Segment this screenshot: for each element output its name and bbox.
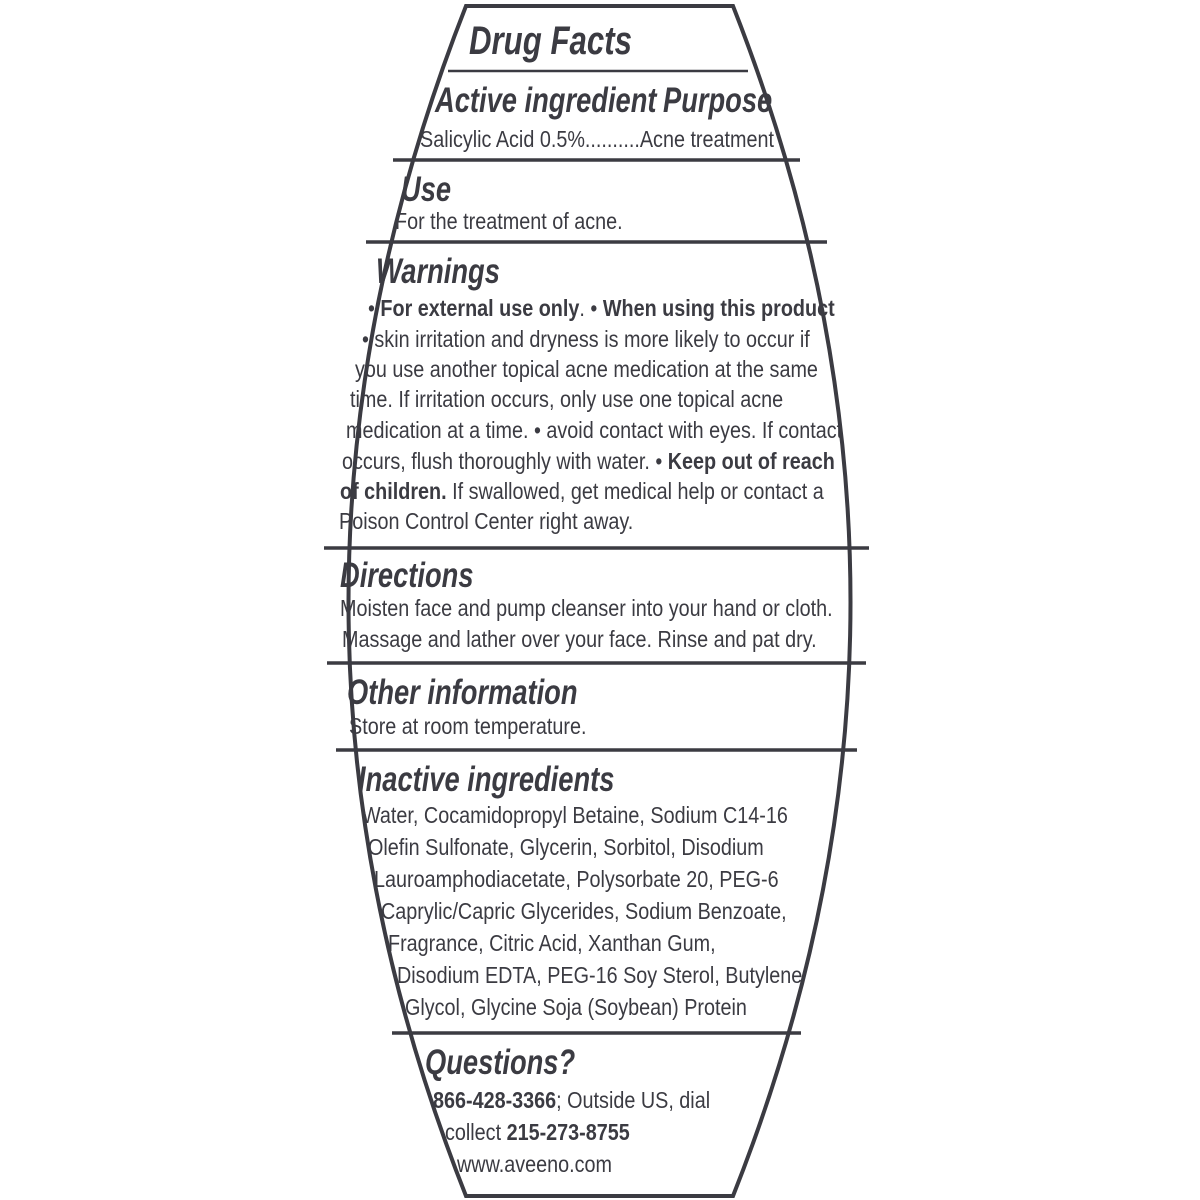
warnings-line-1 [368,293,835,323]
questions-collect-line [445,1117,630,1147]
active-ingredient-line: Salicylic Acid 0.5%..........Acne treatment [420,126,774,152]
questions-phone: 866-428-3366 [433,1087,557,1113]
warnings-flush-text: occurs, flush thoroughly with water. • [342,448,668,474]
questions-collect-phone: 215-273-8755 [506,1119,630,1145]
inactive-line-3: Lauroamphodiacetate, Polysorbate 20, PEG-6 [374,866,779,892]
inactive-line-4: Caprylic/Capric Glycerides, Sodium Benzoate, [381,898,787,924]
inactive-line-6: Disodium EDTA, PEG-16 Soy Sterol, Butylene [397,962,803,988]
other-information-heading: Other information [347,673,578,712]
active-ingredient-heading: Active ingredient [435,81,657,120]
warnings-separator: . • [579,295,603,321]
warnings-bullet: • [368,295,381,321]
inactive-line-7: Glycol, Glycine Soja (Soybean) Protein [405,994,747,1020]
directions-line-2: Massage and lather over your face. Rinse and pat dry. [342,626,817,652]
warnings-line-8: Poison Control Center right away. [339,508,634,534]
warnings-line-7 [340,476,824,506]
warnings-external-use: For external use only [380,295,580,321]
inactive-line-5: Fragrance, Citric Acid, Xanthan Gum, [388,930,716,956]
directions-heading: Directions [340,556,474,595]
questions-website: www.aveeno.com [457,1151,613,1177]
warnings-keep-out: Keep out of reach [667,448,835,474]
warnings-when-using: When using this product [602,295,835,321]
drug-facts-title: Drug Facts [469,19,632,63]
warnings-line-6 [342,446,835,476]
questions-collect-label: collect [445,1119,507,1145]
inactive-line-1: Water, Cocamidopropyl Betaine, Sodium C14-16 [362,802,788,828]
questions-heading: Questions? [425,1043,576,1082]
warnings-line-3: you use another topical acne medication at the same [355,356,818,382]
warnings-children: of children. [340,478,447,504]
warnings-line-4: time. If irritation occurs, only use one topical acne [350,386,784,412]
inactive-line-2: Olefin Sulfonate, Glycerin, Sorbitol, Disodium [368,834,764,860]
questions-outside-us: ; Outside US, dial [556,1087,711,1113]
directions-line-1: Moisten face and pump cleanser into your hand or cloth. [340,595,833,621]
questions-phone-line [433,1085,710,1115]
warnings-line-2: • skin irritation and dryness is more likely to occur if [362,326,810,352]
warnings-line-5: medication at a time. • avoid contact with eyes. If contact [346,417,843,443]
purpose-heading: Purpose [663,81,773,120]
use-text: For the treatment of acne. [395,208,623,234]
other-information-text: Store at room temperature. [349,713,587,739]
inactive-ingredients-heading: Inactive ingredients [358,760,615,799]
use-heading: Use [401,170,452,209]
warnings-swallowed-text: If swallowed, get medical help or contact a [446,478,824,504]
warnings-heading: Warnings [376,252,500,291]
